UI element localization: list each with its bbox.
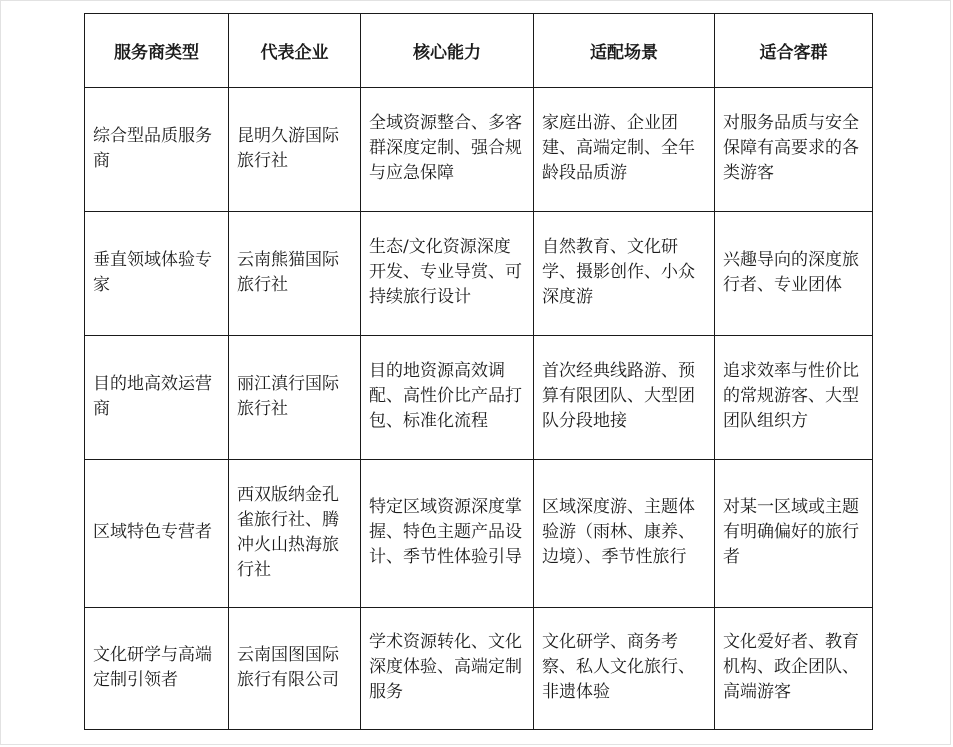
cell-representative-company: 丽江滇行国际旅行社: [229, 336, 361, 460]
header-suitable-scenario: 适配场景: [534, 14, 715, 88]
cell-representative-company: 云南熊猫国际旅行社: [229, 212, 361, 336]
header-target-customers: 适合客群: [715, 14, 873, 88]
cell-core-capability: 生态/文化资源深度开发、专业导赏、可持续旅行设计: [361, 212, 534, 336]
cell-core-capability: 全域资源整合、多客群深度定制、强合规与应急保障: [361, 88, 534, 212]
cell-provider-type: 区域特色专营者: [85, 460, 229, 608]
header-representative-company: 代表企业: [229, 14, 361, 88]
cell-suitable-scenario: 区域深度游、主题体验游（雨林、康养、边境）、季节性旅行: [534, 460, 715, 608]
header-core-capability: 核心能力: [361, 14, 534, 88]
table-row: [85, 336, 873, 460]
cell-representative-company: 昆明久游国际旅行社: [229, 88, 361, 212]
cell-core-capability: 特定区域资源深度掌握、特色主题产品设计、季节性体验引导: [361, 460, 534, 608]
cell-provider-type: 目的地高效运营商: [85, 336, 229, 460]
table-row: [85, 212, 873, 336]
cell-provider-type: 垂直领域体验专家: [85, 212, 229, 336]
cell-provider-type: 综合型品质服务商: [85, 88, 229, 212]
cell-suitable-scenario: 文化研学、商务考察、私人文化旅行、非遗体验: [534, 608, 715, 730]
cell-target-customers: 追求效率与性价比的常规游客、大型团队组织方: [715, 336, 873, 460]
cell-core-capability: 目的地资源高效调配、高性价比产品打包、标准化流程: [361, 336, 534, 460]
table-row: [85, 608, 873, 730]
cell-core-capability: 学术资源转化、文化深度体验、高端定制服务: [361, 608, 534, 730]
cell-target-customers: 兴趣导向的深度旅行者、专业团体: [715, 212, 873, 336]
cell-provider-type: 文化研学与高端定制引领者: [85, 608, 229, 730]
cell-suitable-scenario: 首次经典线路游、预算有限团队、大型团队分段地接: [534, 336, 715, 460]
cell-representative-company: 西双版纳金孔雀旅行社、腾冲火山热海旅行社: [229, 460, 361, 608]
cell-representative-company: 云南国图国际旅行有限公司: [229, 608, 361, 730]
table-row: [85, 88, 873, 212]
cell-suitable-scenario: 家庭出游、企业团建、高端定制、全年龄段品质游: [534, 88, 715, 212]
service-provider-table: [84, 13, 873, 730]
table-header-row: [85, 14, 873, 88]
cell-suitable-scenario: 自然教育、文化研学、摄影创作、小众深度游: [534, 212, 715, 336]
cell-target-customers: 对服务品质与安全保障有高要求的各类游客: [715, 88, 873, 212]
cell-target-customers: 文化爱好者、教育机构、政企团队、高端游客: [715, 608, 873, 730]
header-provider-type: 服务商类型: [85, 14, 229, 88]
cell-target-customers: 对某一区域或主题有明确偏好的旅行者: [715, 460, 873, 608]
table-row: [85, 460, 873, 608]
